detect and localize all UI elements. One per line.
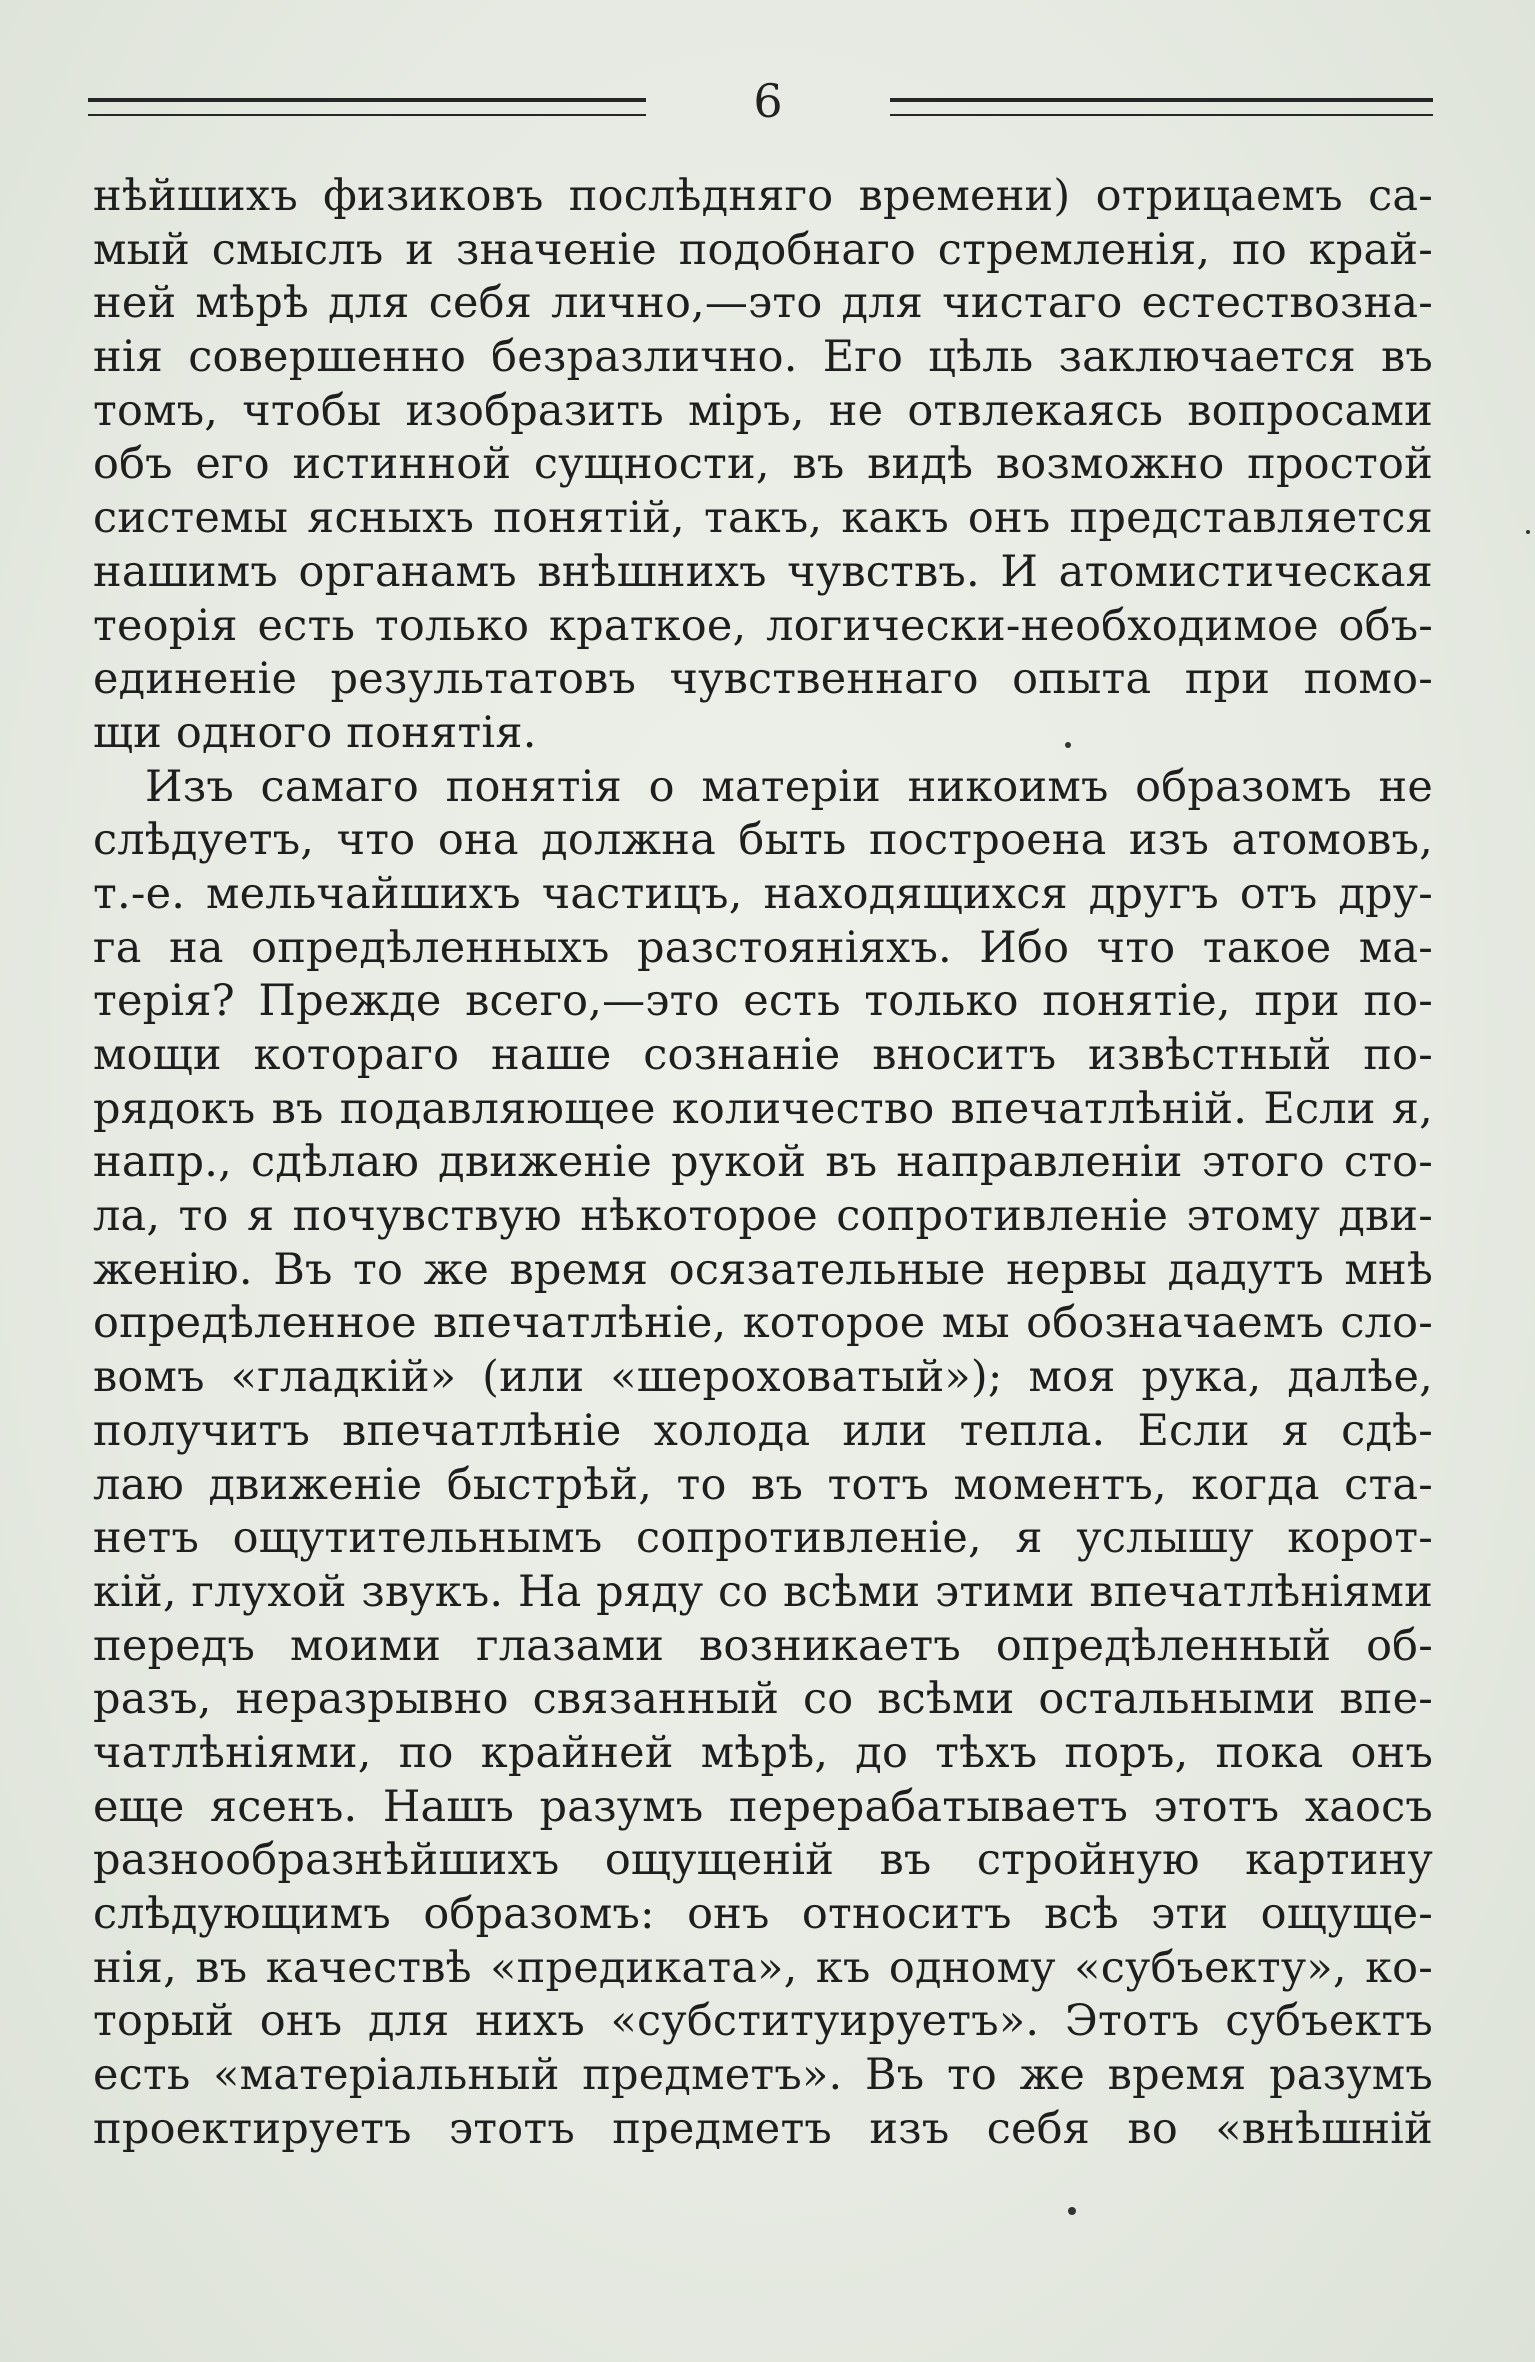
text-line: нiя совершенно безразлично. Его цѣль заключается въ — [93, 332, 1433, 383]
text-line: женiю. Въ то же время осязательные нервы дадутъ мнѣ — [93, 1244, 1433, 1295]
text-line: проектируетъ этотъ предметъ изъ себя во «внѣшнiй — [93, 2103, 1433, 2154]
text-line: торый онъ для нихъ «субституируетъ». Этотъ субъектъ — [93, 1996, 1433, 2047]
ink-speck — [1065, 742, 1071, 748]
text-line: томъ, чтобы изобразить мiръ, не отвлекаясь вопросами — [93, 385, 1433, 436]
text-line: мощи котораго наше сознанiе вноситъ извѣстный по- — [93, 1030, 1433, 1080]
text-line: нѣйшихъ физиковъ послѣдняго времени) отрицаемъ са- — [93, 171, 1433, 221]
text-line: слѣдующимъ образомъ: онъ относитъ всѣ эти ощуще- — [93, 1889, 1433, 1939]
text-line: т.-е. мельчайшихъ частицъ, находящихся другъ отъ дру- — [93, 868, 1433, 919]
text-line: нiя, въ качествѣ «предиката», къ одному «субъекту», ко- — [93, 1942, 1433, 1993]
text-line: рядокъ въ подавляющее количество впечатлѣнiй. Если я, — [93, 1083, 1433, 1134]
page-number: 6 — [753, 74, 783, 128]
text-line: еще ясенъ. Нашъ разумъ перерабатываетъ этотъ хаосъ — [93, 1781, 1433, 1832]
text-line: нашимъ органамъ внѣшнихъ чувствъ. И атомистическая — [93, 546, 1433, 597]
text-line: щи одного понятiя. — [93, 707, 537, 758]
text-line: Изъ самаго понятiя о матерiи никоимъ образомъ не — [145, 761, 1433, 812]
text-line: чатлѣнiями, по крайней мѣрѣ, до тѣхъ поръ, пока онъ — [93, 1727, 1433, 1778]
text-line: га на опредѣленныхъ разстоянiяхъ. Ибо что такое ма- — [93, 922, 1433, 973]
text-line: передъ моими глазами возникаетъ опредѣленный об- — [93, 1620, 1433, 1671]
text-line: кiй, глухой звукъ. На ряду со всѣми этими впечатлѣнiями — [93, 1566, 1433, 1617]
text-line: разъ, неразрывно связанный со всѣми остальными впе- — [93, 1674, 1433, 1725]
text-line: мый смыслъ и значенiе подобнаго стремленiя, по край- — [93, 224, 1433, 275]
text-line: системы ясныхъ понятiй, такъ, какъ онъ представляется — [93, 493, 1433, 544]
text-line: напр., сдѣлаю движенiе рукой въ направленiи этого сто- — [93, 1137, 1433, 1188]
header-rule-left — [88, 98, 646, 116]
text-line: теорiя есть только краткое, логически-необходимое объ- — [93, 600, 1433, 651]
body-text — [93, 170, 1433, 2156]
ink-speck — [1526, 530, 1530, 534]
text-line: лаю движенiе быстрѣй, то въ тотъ моментъ, когда ста- — [93, 1459, 1433, 1510]
text-line: получитъ впечатлѣнiе холода или тепла. Если я сдѣ- — [93, 1405, 1433, 1456]
ink-speck — [1068, 2207, 1076, 2215]
header-rule-right — [890, 98, 1433, 116]
text-line: ней мѣрѣ для себя лично,—это для чистаго естествозна- — [93, 278, 1433, 329]
text-line: есть «матерiальный предметъ». Въ то же время разумъ — [93, 2050, 1433, 2101]
text-line: нетъ ощутительнымъ сопротивленiе, я услышу корот- — [93, 1513, 1433, 1564]
text-line: слѣдуетъ, что она должна быть построена изъ атомовъ, — [93, 815, 1433, 866]
text-line: терiя? Прежде всего,—это есть только понятiе, при по- — [93, 976, 1433, 1027]
text-line: единенiе результатовъ чувственнаго опыта при помо- — [93, 654, 1433, 705]
text-line: разнообразнѣйшихъ ощущенiй въ стройную картину — [93, 1835, 1433, 1886]
text-line: опредѣленное впечатлѣнiе, которое мы обозначаемъ сло- — [93, 1298, 1433, 1349]
text-line: вомъ «гладкiй» (или «шероховатый»); моя рука, далѣе, — [93, 1352, 1433, 1403]
page-header — [88, 74, 1433, 138]
text-line: объ его истинной сущности, въ видѣ возможно простой — [93, 439, 1433, 490]
text-line: ла, то я почувствую нѣкоторое сопротивленiе этому дви- — [93, 1191, 1433, 1242]
